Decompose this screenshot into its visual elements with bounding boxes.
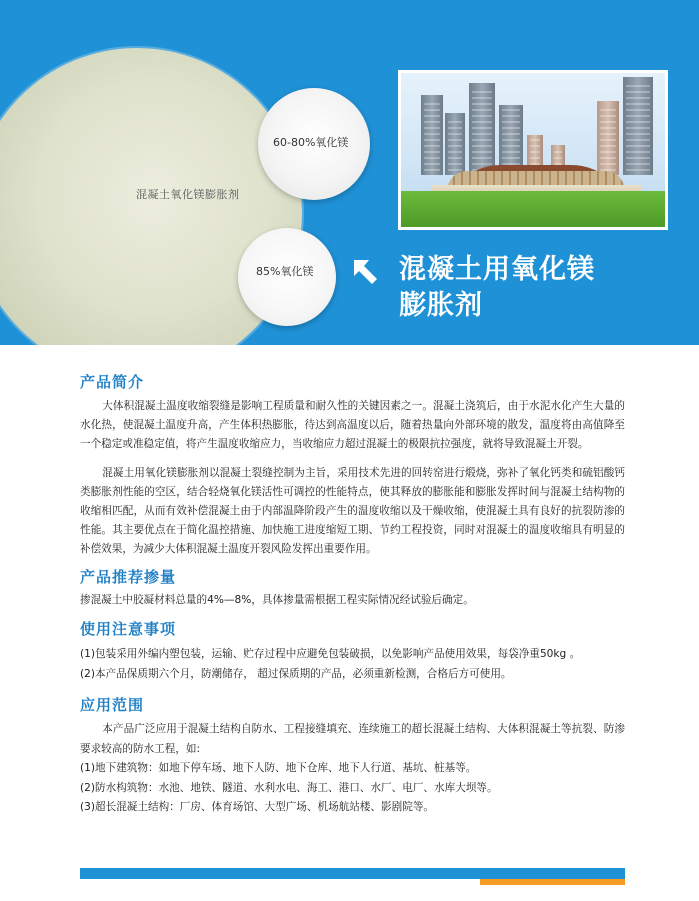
building-shape xyxy=(445,113,465,175)
product-title-line1: 混凝土用氧化镁 xyxy=(399,254,595,285)
powder-main-label: 混凝土氧化镁膨胀剂 xyxy=(136,188,240,201)
footer-bar-blue xyxy=(80,868,625,879)
product-title-line2: 膨胀剂 xyxy=(399,290,483,321)
notes-item: (2)本产品保质期六个月，防潮储存， 超过保质期的产品，必须重新检测，合格后方可使用。 xyxy=(80,667,512,680)
hero-banner xyxy=(0,0,699,345)
notes-item: (1)包装采用外编内塑包装，运输、贮存过程中应避免包装破损，以免影响产品使用效果，每袋净重50kg 。 xyxy=(80,647,581,660)
footer-bar-orange xyxy=(480,879,625,885)
arrow-up-left-icon xyxy=(350,256,380,286)
powder-small-label: 85%氧化镁 xyxy=(256,265,314,278)
dosage-text: 掺混凝土中胶凝材料总量的4%—8%，具体掺量需根据工程实际情况经试验后确定。 xyxy=(80,593,474,606)
grass-field xyxy=(401,191,665,227)
intro-paragraph-1: 大体积混凝土温度收缩裂缝是影响工程质量和耐久性的关键因素之一。混凝土浇筑后，由于水泥水化产生大量的水化热，使混凝土温度升高，产生体积热膨胀，待达到高温度以后，随着热量向外部环境的散发，温度将由高值降至一个稳定或准稳定值，将产生温度收缩应力，当收缩应力超过混凝土的极限抗拉强度，就将导致混凝土开裂。 xyxy=(80,400,625,451)
building-shape xyxy=(597,101,619,175)
usage-item: (3)超长混凝土结构：厂房、体育场馆、大型广场、机场航站楼、影剧院等。 xyxy=(80,801,435,814)
stadium-photo xyxy=(398,70,668,230)
powder-mid-label: 60-80%氧化镁 xyxy=(273,136,349,149)
building-shape xyxy=(469,83,495,175)
intro-paragraph-2: 混凝土用氧化镁膨胀剂以混凝土裂缝控制为主旨，采用技术先进的回转窑进行煅烧，弥补了氧化钙类和硫铝酸钙类膨胀剂性能的空区，结合轻烧氧化镁活性可调控的性能特点，使其释放的膨胀能和膨胀发挥时间与混凝土结构物的收缩相匹配，从而有效补偿混凝土由于内部温降阶段产生的温度收缩以及干燥收缩，使混凝土具有良好的抗裂防渗的性能。其主要优点在于简化温控措施、加快施工进度缩短工期、节约工程投资，同时对混凝土的温度收缩具有明显的补偿效果，为减少大体积混凝土温度开裂风险发挥出重要作用。 xyxy=(80,466,625,556)
building-shape xyxy=(623,77,653,175)
product-title xyxy=(399,252,595,324)
usage-intro: 本产品广泛应用于混凝土结构自防水、工程接缝填充、连续施工的超长混凝土结构、大体积混凝土等抗裂、防渗要求较高的防水工程，如: xyxy=(80,723,625,755)
section-heading-usage: 应用范围 xyxy=(80,696,145,715)
section-heading-notes: 使用注意事项 xyxy=(80,619,177,638)
usage-item: (2)防水构筑物：水池、地铁、隧道、水利水电、海工、港口、水厂、电厂、水库大坝等。 xyxy=(80,781,498,794)
building-shape xyxy=(421,95,443,175)
main-content xyxy=(80,371,625,818)
usage-item: (1)地下建筑物：如地下停车场、地下人防、地下仓库、地下人行道、基坑、桩基等。 xyxy=(80,761,477,774)
section-heading-dosage: 产品推荐掺量 xyxy=(80,567,177,586)
section-heading-intro: 产品简介 xyxy=(80,373,145,391)
